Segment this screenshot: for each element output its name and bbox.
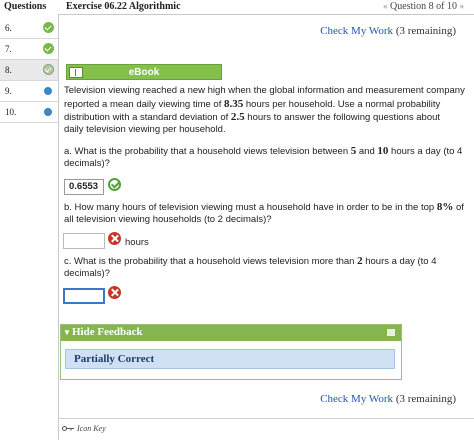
key-icon — [62, 426, 74, 431]
feedback-result-box — [65, 349, 395, 369]
sidebar-item-label: 9. — [5, 86, 12, 96]
question-navigator — [383, 1, 464, 12]
part-b-line-1 — [64, 201, 464, 215]
feedback-panel — [60, 324, 402, 380]
part-b-percent: 8% — [436, 201, 454, 213]
feedback-result: Partially Correct — [74, 353, 155, 365]
sidebar-item-label: 6. — [5, 23, 12, 33]
correct-check-icon — [108, 178, 121, 191]
question-position: Question 8 of 10 — [390, 1, 457, 12]
partial-check-icon — [43, 64, 54, 75]
part-a-line-2 — [64, 158, 110, 171]
part-a-text: hours a day (to 4 — [388, 146, 463, 157]
problem-line-2 — [64, 98, 440, 112]
edit-icon[interactable] — [387, 329, 395, 336]
sidebar-item-label: 10. — [5, 107, 17, 117]
top-bar — [0, 0, 474, 15]
sd-value: 2.5 — [230, 111, 245, 123]
part-a-line-1 — [64, 145, 462, 159]
part-c-text: c. What is the probability that a household views television more than — [64, 256, 358, 267]
mean-value: 8.35 — [224, 98, 244, 110]
part-a-value-1: 5 — [350, 145, 357, 157]
incorrect-x-icon — [108, 286, 121, 299]
next-question-icon[interactable]: » — [459, 1, 464, 11]
part-c-value: 2 — [357, 255, 363, 267]
check-my-work-link[interactable]: Check My Work — [320, 25, 394, 37]
problem-line-3 — [64, 111, 440, 125]
check-my-work-bottom — [320, 393, 456, 405]
check-my-work-top — [320, 25, 456, 37]
remaining-count: (3 remaining) — [395, 25, 456, 37]
part-c-line-2 — [64, 268, 110, 281]
incorrect-x-icon — [108, 232, 121, 245]
hide-feedback-label: Hide Feedback — [72, 326, 143, 338]
ebook-label: eBook — [128, 67, 160, 78]
ebook-button[interactable] — [66, 64, 222, 80]
problem-text: hours per household. Use a normal probability — [243, 99, 441, 110]
part-b-text: all television viewing households (to 2 decimals)? — [64, 214, 272, 225]
part-b-unit: hours — [125, 237, 149, 248]
part-b-text: b. How many hours of television viewing must a household have in order to be in the top — [64, 202, 437, 213]
unanswered-dot-icon — [44, 87, 52, 95]
prev-question-icon[interactable]: « — [383, 1, 388, 11]
problem-text: distribution with a standard deviation of — [64, 112, 231, 123]
sidebar-item-7[interactable] — [0, 39, 58, 60]
icon-key-link[interactable]: Icon Key — [77, 424, 106, 433]
problem-text: hours to answer the following questions about — [244, 112, 441, 123]
problem-text: daily television viewing per household. — [64, 124, 226, 135]
sidebar-item-9[interactable] — [0, 81, 58, 102]
problem-text: Television viewing reached a new high when the global information and measurement company — [64, 85, 465, 96]
problem-line-1 — [64, 85, 465, 98]
remaining-count: (3 remaining) — [395, 393, 456, 405]
part-c-text: hours a day (to 4 — [362, 256, 437, 267]
questions-header: Questions — [4, 1, 47, 12]
problem-text: reported a mean daily viewing time of — [64, 99, 224, 110]
sidebar-item-10[interactable] — [0, 102, 58, 123]
sidebar-item-label: 8. — [5, 65, 12, 75]
part-c-text: decimals)? — [64, 268, 110, 279]
unanswered-dot-icon — [44, 108, 52, 116]
check-my-work-link[interactable]: Check My Work — [320, 393, 394, 405]
sidebar-item-label: 7. — [5, 44, 12, 54]
check-icon — [43, 22, 54, 33]
part-b-answer-field[interactable] — [63, 233, 105, 249]
exercise-title: Exercise 06.22 Algorithmic — [66, 1, 181, 12]
part-a-answer-field[interactable]: 0.6553 — [64, 179, 104, 195]
check-icon — [43, 43, 54, 54]
part-b-line-2 — [64, 214, 272, 227]
part-a-text: and — [356, 146, 378, 157]
part-b-text: of — [453, 202, 464, 213]
collapse-triangle-icon: ▼ — [63, 328, 71, 337]
sidebar-item-8[interactable] — [0, 60, 58, 81]
sidebar-item-6[interactable] — [0, 18, 58, 39]
part-a-text: a. What is the probability that a household views television between — [64, 146, 351, 157]
hide-feedback-toggle[interactable] — [61, 325, 401, 341]
part-a-value-2: 10 — [377, 145, 389, 157]
part-a-text: decimals)? — [64, 158, 110, 169]
question-sidebar — [0, 14, 59, 440]
problem-line-4 — [64, 124, 226, 137]
part-c-line-1 — [64, 255, 437, 269]
part-c-answer-field[interactable] — [63, 288, 105, 304]
footer-divider — [58, 418, 474, 419]
